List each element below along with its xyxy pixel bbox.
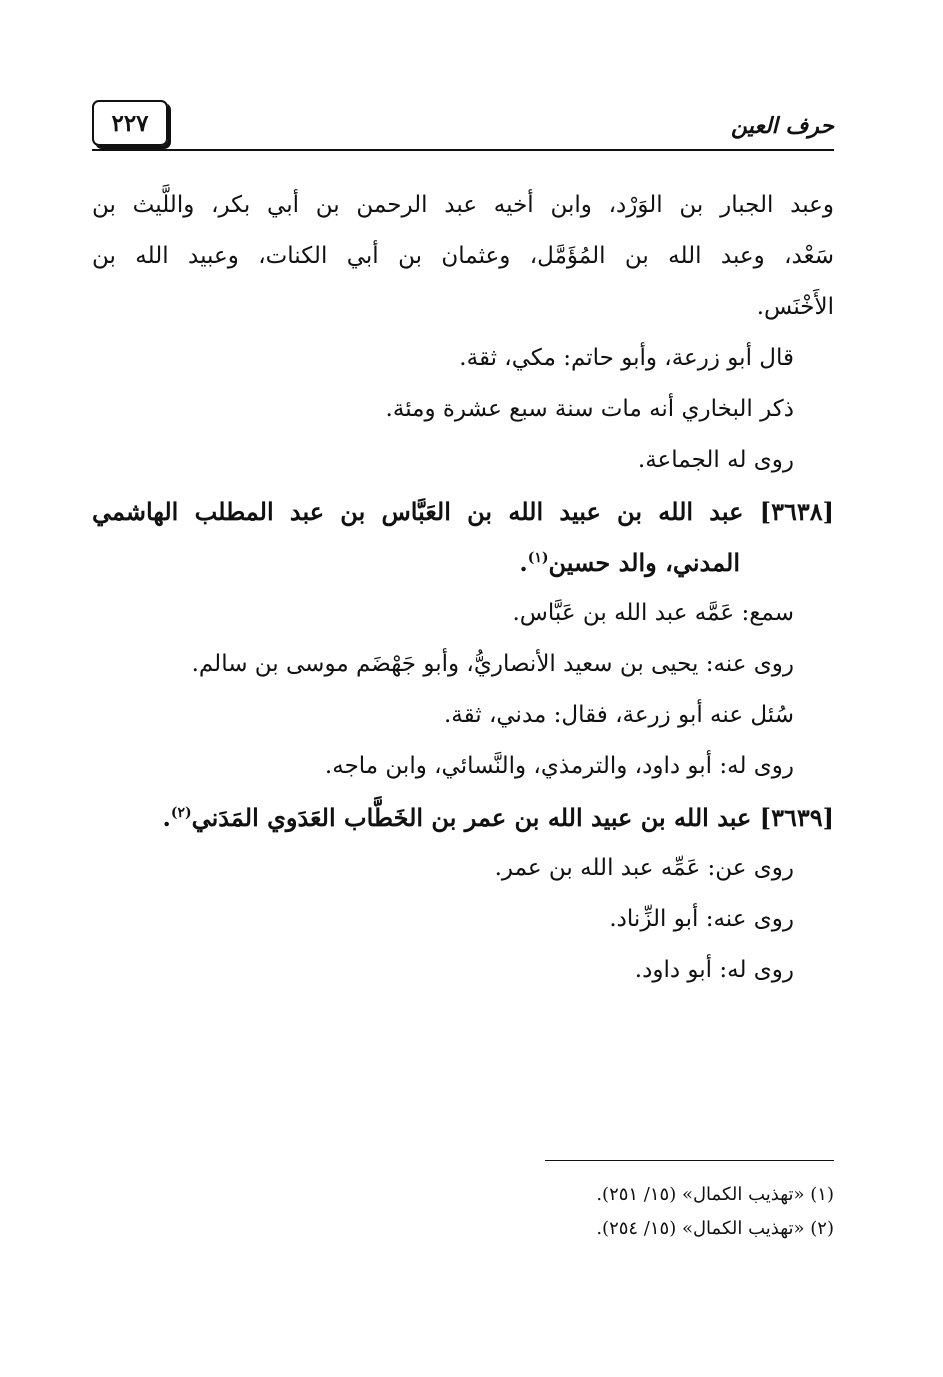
- footnote-ref[interactable]: (٢): [170, 805, 192, 821]
- text-line: ذكر البخاري أنه مات سنة سبع عشرة ومئة.: [385, 396, 794, 422]
- text-line: روى عنه: أبو الزِّناد.: [609, 906, 794, 932]
- main-text: [92, 180, 834, 996]
- text-line: روى له: أبو داود.: [634, 957, 794, 983]
- text-line: سَعْد، وعبد الله بن المُؤَمَّل، وعثمان بن أبي الكنات، وعبيد الله بن: [92, 243, 834, 269]
- footnote-ref[interactable]: (١): [527, 550, 549, 566]
- text-line: روى له: أبو داود، والترمذي، والنَّسائي، وابن ماجه.: [324, 753, 794, 779]
- footnotes: [92, 1178, 834, 1246]
- text-line: سمع: عَمَّه عبد الله بن عَبَّاس.: [512, 600, 794, 626]
- entry-name-cont: المدني، والد حسين: [548, 548, 740, 577]
- page-header: [92, 95, 834, 153]
- entry-number: [٣٦٣٨]: [759, 497, 834, 526]
- text-line: سُئل عنه أبو زرعة، فقال: مدني، ثقة.: [443, 702, 794, 728]
- end-mark: .: [519, 548, 528, 577]
- text-line: روى عنه: يحيى بن سعيد الأنصاريُّ، وأبو جَهْضَم موسى بن سالم.: [191, 651, 794, 677]
- running-title: حرف العين: [730, 113, 834, 139]
- text-line: روى له الجماعة.: [637, 447, 794, 473]
- text-line: روى عن: عَمِّه عبد الله بن عمر.: [494, 855, 794, 881]
- header-rule: [92, 149, 834, 151]
- entry-name: عبد الله بن عبيد الله بن عمر بن الخَطَّاب العَدَوي المَدَني: [191, 803, 752, 832]
- entry-name: عبد الله بن عبيد الله بن العَبَّاس بن عبد المطلب الهاشمي: [92, 497, 744, 526]
- text-line: قال أبو زرعة، وأبو حاتم: مكي، ثقة.: [459, 345, 794, 371]
- text-line: وعبد الجبار بن الوَرْد، وابن أخيه عبد الرحمن بن أبي بكر، واللَّيث بن: [92, 192, 834, 218]
- text-line: الأَخْنَس.: [756, 294, 834, 320]
- entry-heading-3638: [92, 486, 834, 537]
- entry-heading-3638-cont: [92, 537, 834, 588]
- entry-heading-3639: [92, 792, 834, 843]
- footnote-1: (١) «تهذيب الكمال» (١٥/ ٢٥١).: [596, 1184, 834, 1205]
- footnote-separator: [545, 1160, 834, 1161]
- end-mark: .: [162, 803, 171, 832]
- footnote-2: (٢) «تهذيب الكمال» (١٥/ ٢٥٤).: [596, 1218, 834, 1239]
- entry-number: [٣٦٣٩]: [759, 803, 834, 832]
- page-number: ٢٢٧: [92, 100, 168, 146]
